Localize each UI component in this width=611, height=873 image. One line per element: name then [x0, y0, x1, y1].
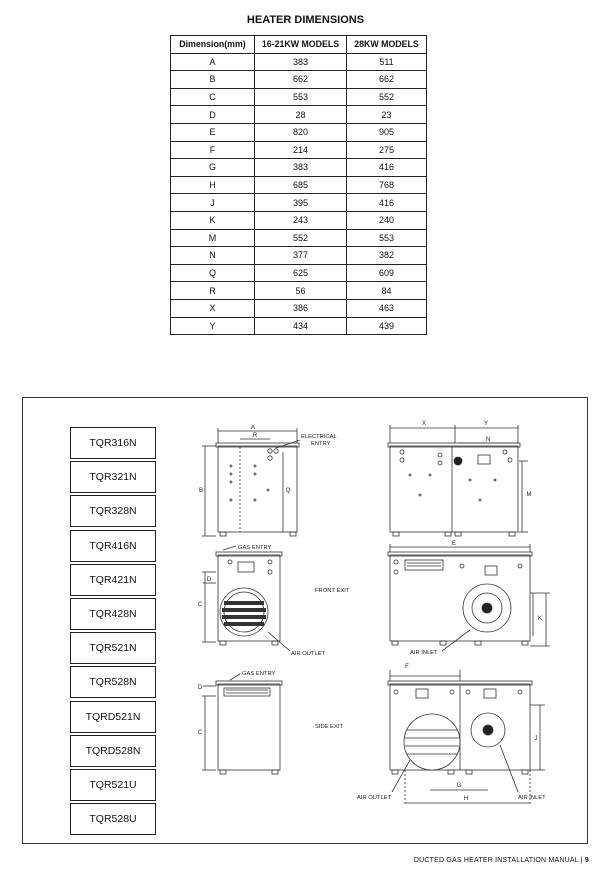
value-cell: 386 [255, 299, 347, 317]
page-number: 9 [584, 857, 589, 864]
value-cell: 552 [347, 88, 427, 106]
dimension-cell: F [171, 141, 255, 159]
value-cell: 28 [255, 106, 347, 124]
dimension-cell: H [171, 176, 255, 194]
model-label: TQR416N [70, 530, 156, 562]
model-label: TQR421N [70, 564, 156, 596]
side-view-drawing [202, 428, 300, 536]
dimension-cell: E [171, 123, 255, 141]
dimension-cell: K [171, 211, 255, 229]
value-cell: 625 [255, 264, 347, 282]
value-cell: 553 [255, 88, 347, 106]
air-inlet-label: AIR INLET [518, 795, 546, 801]
side-exit-side-drawing [202, 674, 282, 774]
value-cell: 662 [255, 71, 347, 89]
model-label: TQR521N [70, 632, 156, 664]
value-cell: 275 [347, 141, 427, 159]
value-cell: 56 [255, 282, 347, 300]
air-outlet-label: AIR OUTLET [291, 651, 326, 657]
value-cell: 383 [255, 159, 347, 177]
dimension-cell: Q [171, 264, 255, 282]
air-outlet-label: AIR OUTLET [357, 795, 392, 801]
value-cell: 662 [347, 71, 427, 89]
value-cell: 609 [347, 264, 427, 282]
dimension-cell: Y [171, 317, 255, 335]
dimension-letter-r: R [252, 433, 258, 439]
dimension-cell: M [171, 229, 255, 247]
value-cell: 243 [255, 211, 347, 229]
value-cell: 84 [347, 282, 427, 300]
electrical-entry-label: ELECTRICAL [301, 434, 337, 440]
value-cell: 383 [255, 53, 347, 71]
value-cell: 416 [347, 194, 427, 212]
value-cell: 395 [255, 194, 347, 212]
dimension-letter-g: G [456, 783, 462, 789]
column-header: Dimension(mm) [171, 36, 255, 54]
dimension-letter-f: F [405, 664, 409, 670]
model-label: TQR316N [70, 427, 156, 459]
dimension-letter-m: M [526, 492, 532, 498]
value-cell: 768 [347, 176, 427, 194]
value-cell: 416 [347, 159, 427, 177]
value-cell: 511 [347, 53, 427, 71]
model-label: TQR521U [70, 769, 156, 801]
model-label: TQR528N [70, 666, 156, 698]
front-exit-label: FRONT EXIT [315, 588, 350, 594]
dimension-letter-e: E [451, 541, 457, 547]
front-exit-front-drawing [388, 544, 550, 651]
value-cell: 377 [255, 247, 347, 265]
dimension-letter-x: X [421, 421, 427, 427]
front-exit-side-drawing [202, 546, 290, 651]
value-cell: 240 [347, 211, 427, 229]
dimension-cell: X [171, 299, 255, 317]
footer-separator: | [580, 857, 583, 864]
gas-entry-label: GAS ENTRY [242, 671, 276, 677]
model-label: TQRD521N [70, 701, 156, 733]
front-view-drawing [388, 425, 528, 536]
dimension-cell: D [171, 106, 255, 124]
value-cell: 439 [347, 317, 427, 335]
value-cell: 463 [347, 299, 427, 317]
air-inlet-label: AIR INLET [410, 650, 438, 656]
value-cell: 905 [347, 123, 427, 141]
model-label: TQR428N [70, 598, 156, 630]
dimension-letter-q: Q [285, 488, 291, 494]
dimension-letter-a: A [250, 425, 256, 431]
dimension-cell: R [171, 282, 255, 300]
model-label: TQR328N [70, 495, 156, 527]
value-cell: 552 [255, 229, 347, 247]
page-footer [414, 857, 589, 864]
model-label: TQR528U [70, 803, 156, 835]
dimension-letter-c: C [197, 730, 203, 736]
dimension-letter-h: H [463, 796, 469, 802]
column-header: 28KW MODELS [347, 36, 427, 54]
gas-entry-label: GAS ENTRY [238, 545, 272, 551]
page-title: HEATER DIMENSIONS [246, 14, 365, 26]
dimension-cell: J [171, 194, 255, 212]
column-header: 16-21KW MODELS [255, 36, 347, 54]
value-cell: 214 [255, 141, 347, 159]
value-cell: 685 [255, 176, 347, 194]
value-cell: 553 [347, 229, 427, 247]
footer-title: DUCTED GAS HEATER INSTALLATION MANUAL [413, 857, 579, 864]
dimension-letter-n: N [485, 437, 491, 443]
value-cell: 434 [255, 317, 347, 335]
model-label: TQR321N [70, 461, 156, 493]
side-exit-front-drawing [388, 670, 545, 806]
dimension-cell: B [171, 71, 255, 89]
dimension-letter-j: J [534, 736, 538, 742]
value-cell: 23 [347, 106, 427, 124]
side-exit-label: SIDE EXIT [315, 724, 344, 730]
dimension-cell: C [171, 88, 255, 106]
dimension-letter-b: B [198, 488, 204, 494]
dimension-cell: N [171, 247, 255, 265]
dimension-letter-d: D [197, 685, 203, 691]
dimension-letter-c: C [197, 602, 203, 608]
electrical-entry-label: ENTRY [311, 441, 331, 447]
dimension-letter-d: D [206, 577, 212, 583]
dimension-cell: A [171, 53, 255, 71]
value-cell: 382 [347, 247, 427, 265]
dimension-cell: G [171, 159, 255, 177]
model-label: TQRD528N [70, 735, 156, 767]
value-cell: 820 [255, 123, 347, 141]
dimension-letter-k: K [537, 616, 543, 622]
dimension-letter-y: Y [483, 421, 489, 427]
